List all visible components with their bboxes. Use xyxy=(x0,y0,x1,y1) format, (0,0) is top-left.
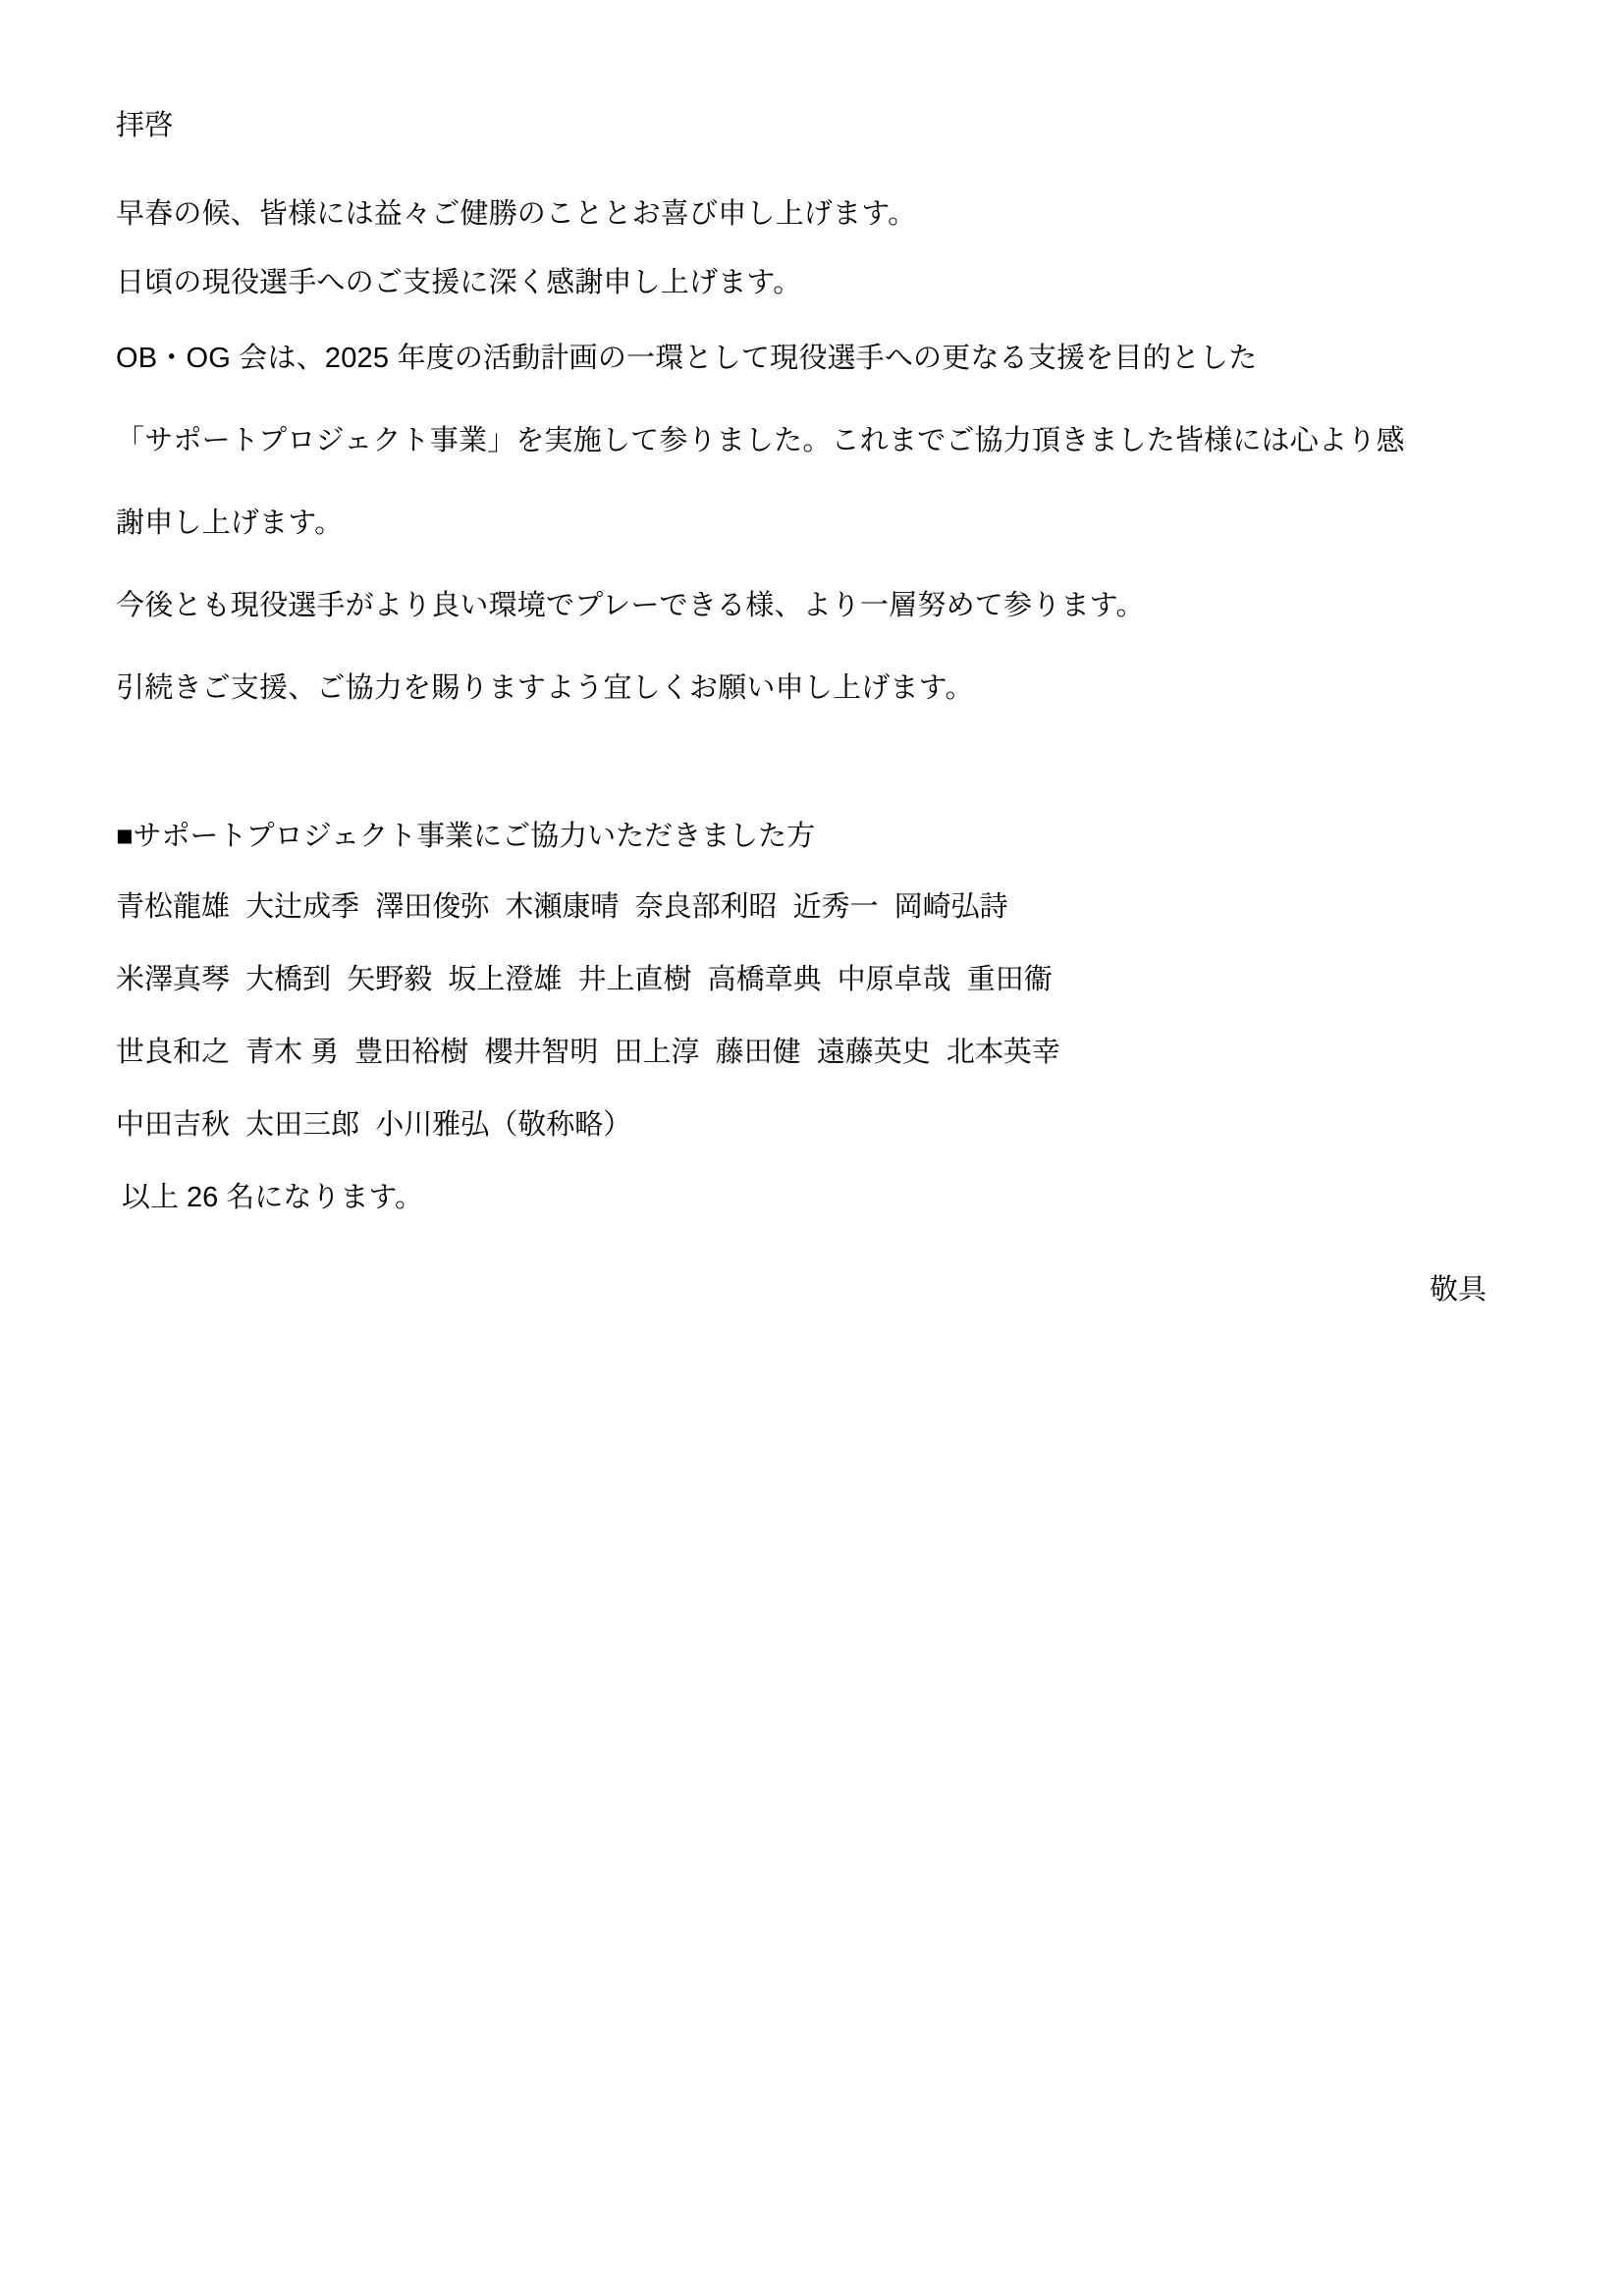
contributor-total: 以上 26 名になります。 xyxy=(122,1182,424,1213)
paragraph-request-continued-support: 引続きご支援、ご協力を賜りますよう宜しくお願い申し上げます。 xyxy=(116,672,974,704)
document-body xyxy=(116,93,1508,1324)
paragraph-thanks-support: 日頃の現役選手へのご支援に深く感謝申し上げます。 xyxy=(116,267,802,298)
salutation: 拝啓 xyxy=(116,110,174,141)
contributor-line: 青松龍雄 大辻成季 澤田俊弥 木瀬康晴 奈良部利昭 近秀一 岡崎弘詩 xyxy=(116,891,1008,923)
closing-word: 敬具 xyxy=(1429,1274,1487,1306)
contributor-line: 世良和之 青木 勇 豊田裕樹 櫻井智明 田上淳 藤田健 遠藤英史 北本英幸 xyxy=(116,1037,1060,1068)
contributor-line: 米澤真琴 大橋到 矢野毅 坂上澄雄 井上直樹 高橋章典 中原卓哉 重田衞 xyxy=(116,964,1053,995)
spacer xyxy=(116,158,1508,180)
paragraph-greeting-season: 早春の候、皆様には益々ご健勝のこととお喜び申し上げます。 xyxy=(116,198,917,230)
paragraph-future-effort: 今後とも現役選手がより良い環境でプレーできる様、より一層努めて参ります。 xyxy=(116,590,1145,621)
contributors-section-heading: ■サポートプロジェクト事業にご協力いただきました方 xyxy=(116,821,816,852)
spacer xyxy=(116,729,1508,802)
paragraph-project-intro: OB・OG 会は、2025 年度の活動計画の一環として現役選手への更なる支援を目的とした xyxy=(116,343,1258,374)
paragraph-project-close: 謝申し上げます。 xyxy=(116,507,344,539)
paragraph-project-detail: 「サポートプロジェクト事業」を実施して参りました。これまでご協力頂きました皆様には心より感 xyxy=(116,425,1405,456)
contributor-line: 中田吉秋 太田三郎 小川雅弘（敬称略） xyxy=(116,1109,632,1141)
